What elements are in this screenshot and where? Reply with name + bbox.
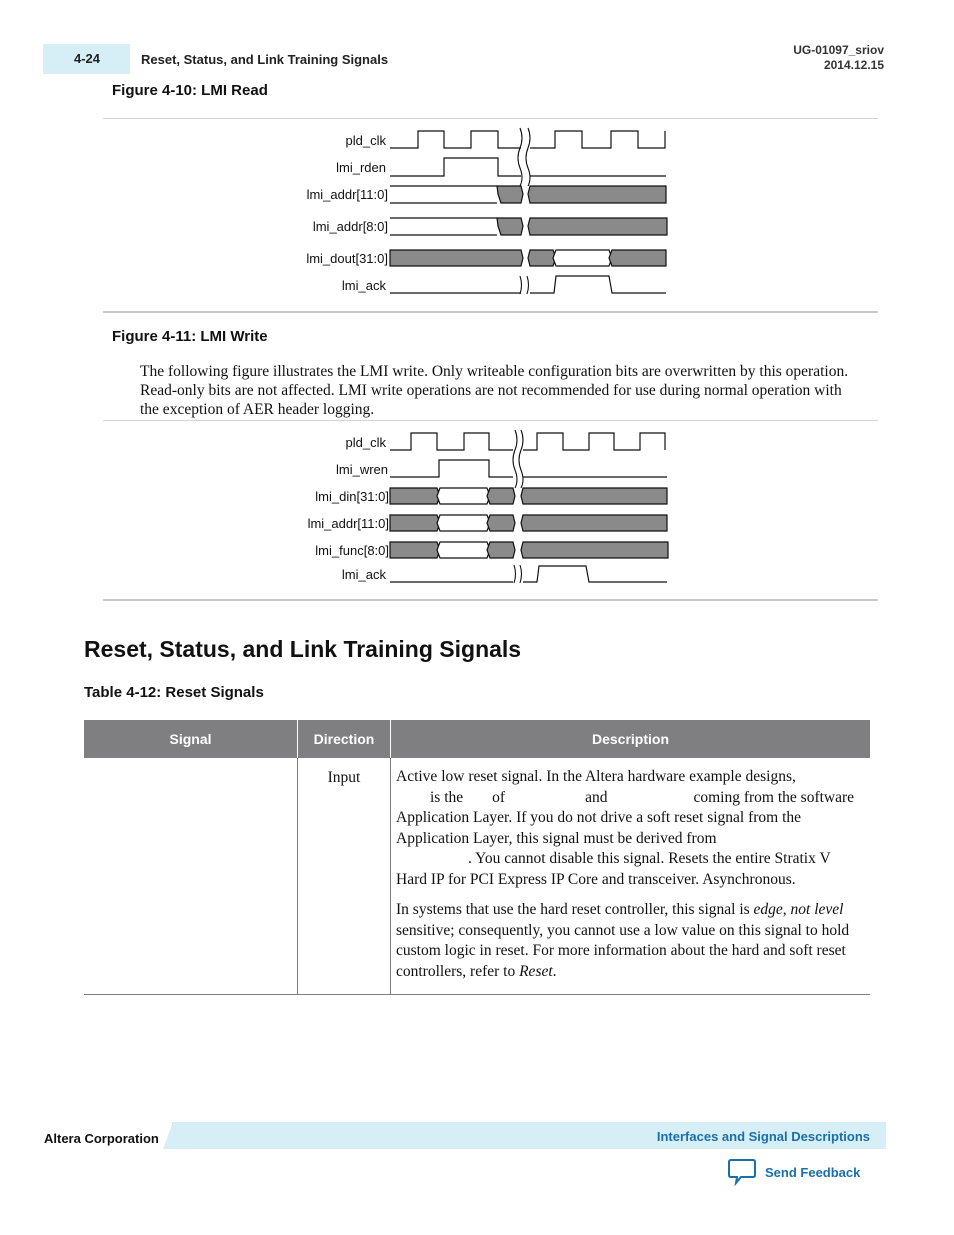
col-header-direction: Direction (298, 720, 391, 758)
read-wave-pld-clk (390, 131, 521, 148)
footer-company: Altera Corporation (44, 1131, 159, 1146)
figure-write-caption: Figure 4-11: LMI Write (112, 328, 268, 345)
speech-bubble-icon (727, 1158, 757, 1186)
figure-write-bottom-rule (103, 599, 878, 601)
desc-text: In systems that use the hard reset controller, this signal is (396, 901, 750, 918)
read-wave-lmi-addr-8-0 (390, 218, 667, 235)
col-header-description: Description (391, 720, 871, 758)
figure-write-diagram (308, 430, 668, 583)
write-label-lmi-wren: lmi_wren (335, 462, 388, 477)
read-wave-pld-clk-2 (530, 131, 665, 148)
write-wave-lmi-din (390, 488, 667, 504)
desc-text: coming from the (693, 788, 797, 806)
write-label-lmi-ack: lmi_ack (341, 567, 386, 582)
read-label-pld-clk: pld_clk (345, 133, 386, 148)
read-break-marks (518, 128, 530, 294)
write-label-lmi-func: lmi_func[8:0] (315, 543, 389, 558)
read-wave-lmi-addr-11-0 (390, 186, 666, 203)
cell-signal (84, 758, 298, 995)
footer-chapter-link[interactable]: Interfaces and Signal Descriptions (656, 1129, 870, 1144)
write-wave-pld-clk-2 (523, 433, 665, 450)
desc-text: Active low reset signal. In the Altera hardware example designs, (396, 768, 796, 785)
cell-description (391, 758, 871, 995)
read-wave-lmi-dout (390, 250, 666, 266)
read-label-lmi-addr-11-0: lmi_addr[11:0] (306, 187, 388, 202)
desc-text: software Application Layer. If you do not drive a soft reset signal from the Application Layer, this signal must be derived from (396, 788, 855, 847)
desc-text: . (552, 962, 557, 980)
desc-text: of (492, 788, 506, 806)
write-break-marks (513, 430, 523, 583)
cell-direction: Input (298, 758, 391, 995)
write-label-lmi-din: lmi_din[31:0] (315, 489, 389, 504)
desc-text: and (585, 788, 608, 806)
description-paragraph-1 (396, 767, 858, 890)
col-header-signal: Signal (84, 720, 298, 758)
figure-read-caption: Figure 4-10: LMI Read (112, 82, 268, 99)
description-paragraph-2 (396, 900, 858, 982)
desc-emphasis: edge (753, 901, 783, 918)
header-section-title: Reset, Status, and Link Training Signals (141, 52, 389, 67)
write-label-pld-clk: pld_clk (345, 435, 386, 450)
desc-emphasis: not level (790, 901, 844, 918)
desc-text: . You cannot disable this signal. Resets the entire Stratix V Hard IP for PCI Express IP Core and transceiver. Asynchronous. (396, 850, 831, 888)
section-heading: Reset, Status, and Link Training Signals (84, 636, 522, 662)
desc-link-reset[interactable]: Reset (519, 962, 553, 980)
figure-read-diagram (306, 128, 667, 294)
send-feedback-link[interactable] (727, 1158, 860, 1186)
reset-signals-table (84, 720, 870, 995)
figure-write-top-rule (103, 420, 878, 421)
write-wave-pld-clk (390, 433, 513, 450)
doc-date: 2014.12.15 (823, 58, 884, 72)
read-label-lmi-ack: lmi_ack (341, 278, 386, 293)
read-label-lmi-dout: lmi_dout[31:0] (306, 251, 388, 266)
write-wave-lmi-wren (390, 460, 513, 477)
page-number: 4-24 (74, 51, 101, 66)
write-wave-lmi-func (390, 542, 668, 558)
write-wave-lmi-addr-11-0 (390, 515, 667, 531)
desc-text: , (782, 901, 787, 918)
table-row (84, 758, 870, 995)
send-feedback-label: Send Feedback (765, 1164, 861, 1180)
desc-text: sensitive; consequently, you cannot use a low value on this signal to hold custom logic in reset. For more information about the hard and soft reset controllers, refer to (396, 921, 850, 980)
write-label-lmi-addr-11-0: lmi_addr[11:0] (307, 516, 389, 531)
table-header-row (84, 720, 870, 758)
doc-id: UG-01097_sriov (793, 43, 884, 57)
read-wave-lmi-ack-2 (530, 276, 666, 293)
table-caption: Table 4-12: Reset Signals (84, 684, 264, 701)
figure-write-intro: The following figure illustrates the LMI write. Only writeable configuration bits are overwritten by this operation. Read-only bits are not affected. LMI write operations are not recommended for use during normal operation with the exception of AER header logging. (140, 363, 849, 418)
desc-text: is the (430, 788, 464, 806)
figure-read-bottom-rule (103, 311, 878, 313)
write-wave-lmi-ack-2 (523, 566, 667, 582)
read-label-lmi-addr-8-0: lmi_addr[8:0] (312, 219, 388, 234)
read-label-lmi-rden: lmi_rden (336, 160, 386, 175)
read-wave-lmi-rden (390, 158, 521, 176)
